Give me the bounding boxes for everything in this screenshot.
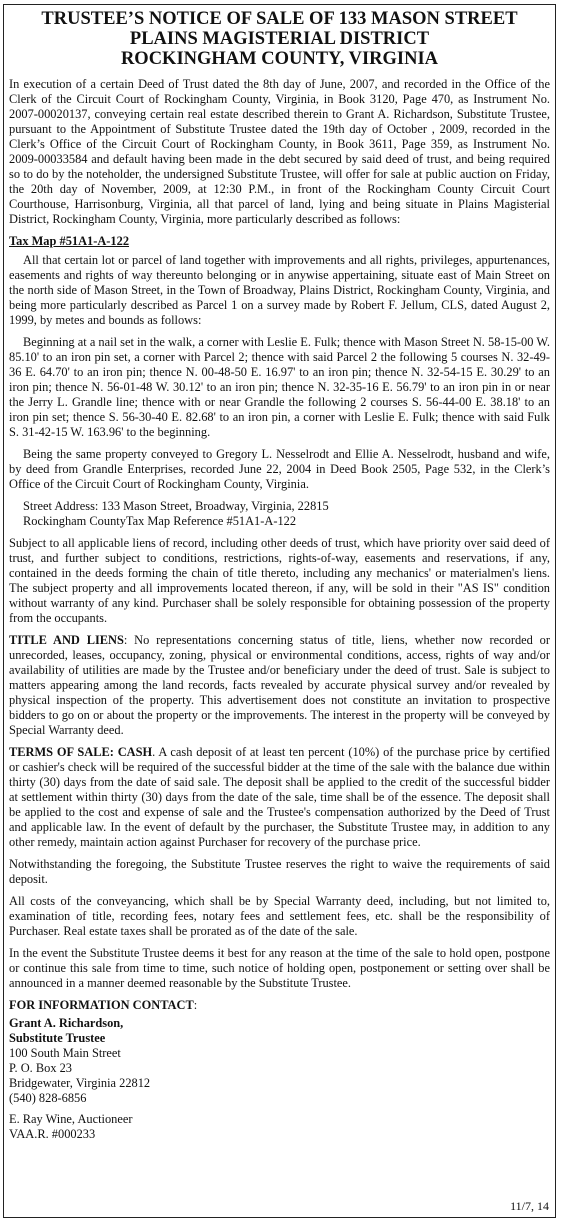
terms-paragraph	[9, 745, 550, 850]
terms-label: TERMS OF SALE: CASH	[9, 745, 153, 759]
parcel-paragraph: All that certain lot or parcel of land together with improvements and all rights, privileges, appurtenances, easements and rights of way thereunto belonging or in anywise appertaining, situate east of Main Street on the north side of Mason Street, in the Town of Broadway, Plains District, Rockingham County, Virginia, and being more particularly described as Parcel 1 on a survey made by Robert F. Jellum, CLS, dated August 2, 1999, by metes and bounds as follows:	[9, 253, 550, 327]
contact-address-line-2: P. O. Box 23	[9, 1061, 72, 1075]
costs-paragraph: All costs of the conveyancing, which shall be by Special Warranty deed, including, but not limited to, examination of title, recording fees, notary fees and settlement fees, etc. shall be the responsibility of Purchaser. Real estate taxes shall be prorated as of the date of the sale.	[9, 894, 550, 938]
waive-paragraph: Notwithstanding the foregoing, the Substitute Trustee reserves the right to waive the requirements of said deposit.	[9, 857, 550, 886]
contact-city: Bridgewater, Virginia 22812	[9, 1076, 151, 1090]
contact-heading-colon: :	[193, 998, 198, 1012]
auctioneer-name: E. Ray Wine, Auctioneer	[9, 1112, 133, 1126]
publication-dates: 11/7, 14	[510, 1199, 549, 1213]
contact-name: Grant A. Richardson,	[9, 1016, 124, 1030]
contact-address-line-1: 100 South Main Street	[9, 1046, 121, 1060]
postpone-paragraph: In the event the Substitute Trustee deems it best for any reason at the time of the sale to hold open, postpone or continue this sale from time to time, such notice of holding open, postponement or setting over shall be announced in a manner deemed reasonable by the Substitute Trustee.	[9, 946, 550, 990]
subject-to-paragraph: Subject to all applicable liens of record, including other deeds of trust, which have priority over said deed of trust, and further subject to conditions, restrictions, rights-of-way, easements and reservations, if any, contained in the deeds forming the chain of title thereto, including any mechanics' or materialmen's liens. The subject property and all improvements located thereon, if any, will be sold in their "AS IS" condition without warranty of any kind. Purchaser shall be solely responsible for obtaining possession of the property from the occupants.	[9, 536, 550, 625]
title-line-3: ROCKINGHAM COUNTY, VIRGINIA	[120, 49, 439, 69]
contact-phone: (540) 828-6856	[9, 1091, 87, 1105]
metes-bounds-paragraph: Beginning at a nail set in the walk, a corner with Leslie E. Fulk; thence with Mason Street N. 58-15-00 W. 85.10' to an iron pin set, a corner with Parcel 2; thence with said Parcel 2 the following 5 courses N. 32-49-36 E. 64.70' to an iron pin; thence N. 00-48-50 E. 16.97' to an iron pin; thence N. 32-54-15 E. 30.29' to an iron pin; thence N. 56-01-48 W. 30.12' to an iron pin; thence N. 32-35-16 E. 56.79' to an iron pin in or near the Jerry L. Grandle line; thence with or near Grandle the following 2 courses S. 56-44-00 E. 38.18' to an iron pin set; thence S. 56-30-40 E. 82.68' to an iron pin, a corner with Leslie E. Fulk; thence with said Fulk S. 31-42-15 W. 163.96' to the beginning.	[9, 335, 550, 439]
contact-heading	[9, 998, 550, 1013]
notice-title	[9, 9, 550, 69]
title-line-1: TRUSTEE’S NOTICE OF SALE OF 133 MASON STREET	[41, 9, 518, 29]
title-liens-label: TITLE AND LIENS	[9, 633, 124, 647]
contact-heading-label: FOR INFORMATION CONTACT	[9, 998, 194, 1012]
street-address: Street Address: 133 Mason Street, Broadway, Virginia, 22815	[23, 499, 329, 513]
tax-map-reference: Rockingham CountyTax Map Reference #51A1-A-122	[23, 514, 297, 528]
conveyance-paragraph: Being the same property conveyed to Gregory L. Nesselrodt and Ellie A. Nesselrodt, husband and wife, by deed from Grandle Enterprises, recorded June 22, 2004 in Deed Book 2505, Page 532, in the Clerk’s Office of the Circuit Court of Rockingham County, Virginia.	[9, 447, 550, 491]
terms-text: . A cash deposit of at least ten percent (10%) of the purchase price by certified or cashier's check will be required of the successful bidder at the time of the sale with the balance due within thirty (30) days from the date of said sale. The deposit shall be applied to the credit of the successful bidder at settlement within thirty (30) days from the date of the sale, time shall be of the essence. The deposit shall be applied to the cost and expense of sale and the Trustee's compensation authorized by the Deed of Trust and applicable law. In the event of default by the purchaser, the Substitute Trustee may, in addition to any other remedy, maintain action against Purchaser for recovery of the purchase price.	[9, 745, 550, 849]
legal-notice	[3, 4, 556, 1218]
property-address-block	[9, 499, 550, 529]
title-liens-text: : No representations concerning status of title, liens, whether now recorded or unrecorded, leases, occupancy, zoning, physical or environmental conditions, access, rights of way and/or availability of utilities are made by the Trustee and/or beneficiary under the deed of trust. Sale is subject to matters appearing among the land records, facts revealed by accurate physical survey and/or revealed by physical inspection of the property. This advertisement does not constitute an invitation to prospective bidders to go on or about the property or the improvements. The interest in the property will be conveyed by Special Warranty deed.	[9, 633, 550, 737]
title-liens-paragraph	[9, 633, 550, 738]
title-line-2: PLAINS MAGISTERIAL DISTRICT	[129, 29, 430, 49]
intro-paragraph: In execution of a certain Deed of Trust dated the 8th day of June, 2007, and recorded in the Office of the Clerk of the Circuit Court of Rockingham County, Virginia, in Book 3120, Page 470, as Instrument No. 2007-00020137, conveying certain real estate described therein to Grant A. Richardson, Substitute Trustee, pursuant to the Appointment of Substitute Trustee dated the 19th day of October , 2009, recorded in the Clerk’s Office of the Circuit Court of Rockingham County, in Book 3611, Page 359, as Instrument No. 2009-00033584 and default having been made in the debt secured by said deed of trust, and being required so to do by the noteholder, the undersigned Substitute Trustee, will offer for sale at public auction on Friday, the 20th day of November, 2009, at 12:30 P.M., in front of the Rockingham County Circuit Court Courthouse, Harrisonburg, Virginia, all that parcel of land, lying and being situate in Plains Magisterial District, Rockingham County, Virginia, more particularly described as follows:	[9, 77, 550, 226]
contact-role: Substitute Trustee	[9, 1031, 106, 1045]
contact-block	[9, 1016, 550, 1142]
auctioneer-license: VAA.R. #000233	[9, 1127, 96, 1141]
tax-map-heading: Tax Map #51A1-A-122	[9, 234, 130, 248]
